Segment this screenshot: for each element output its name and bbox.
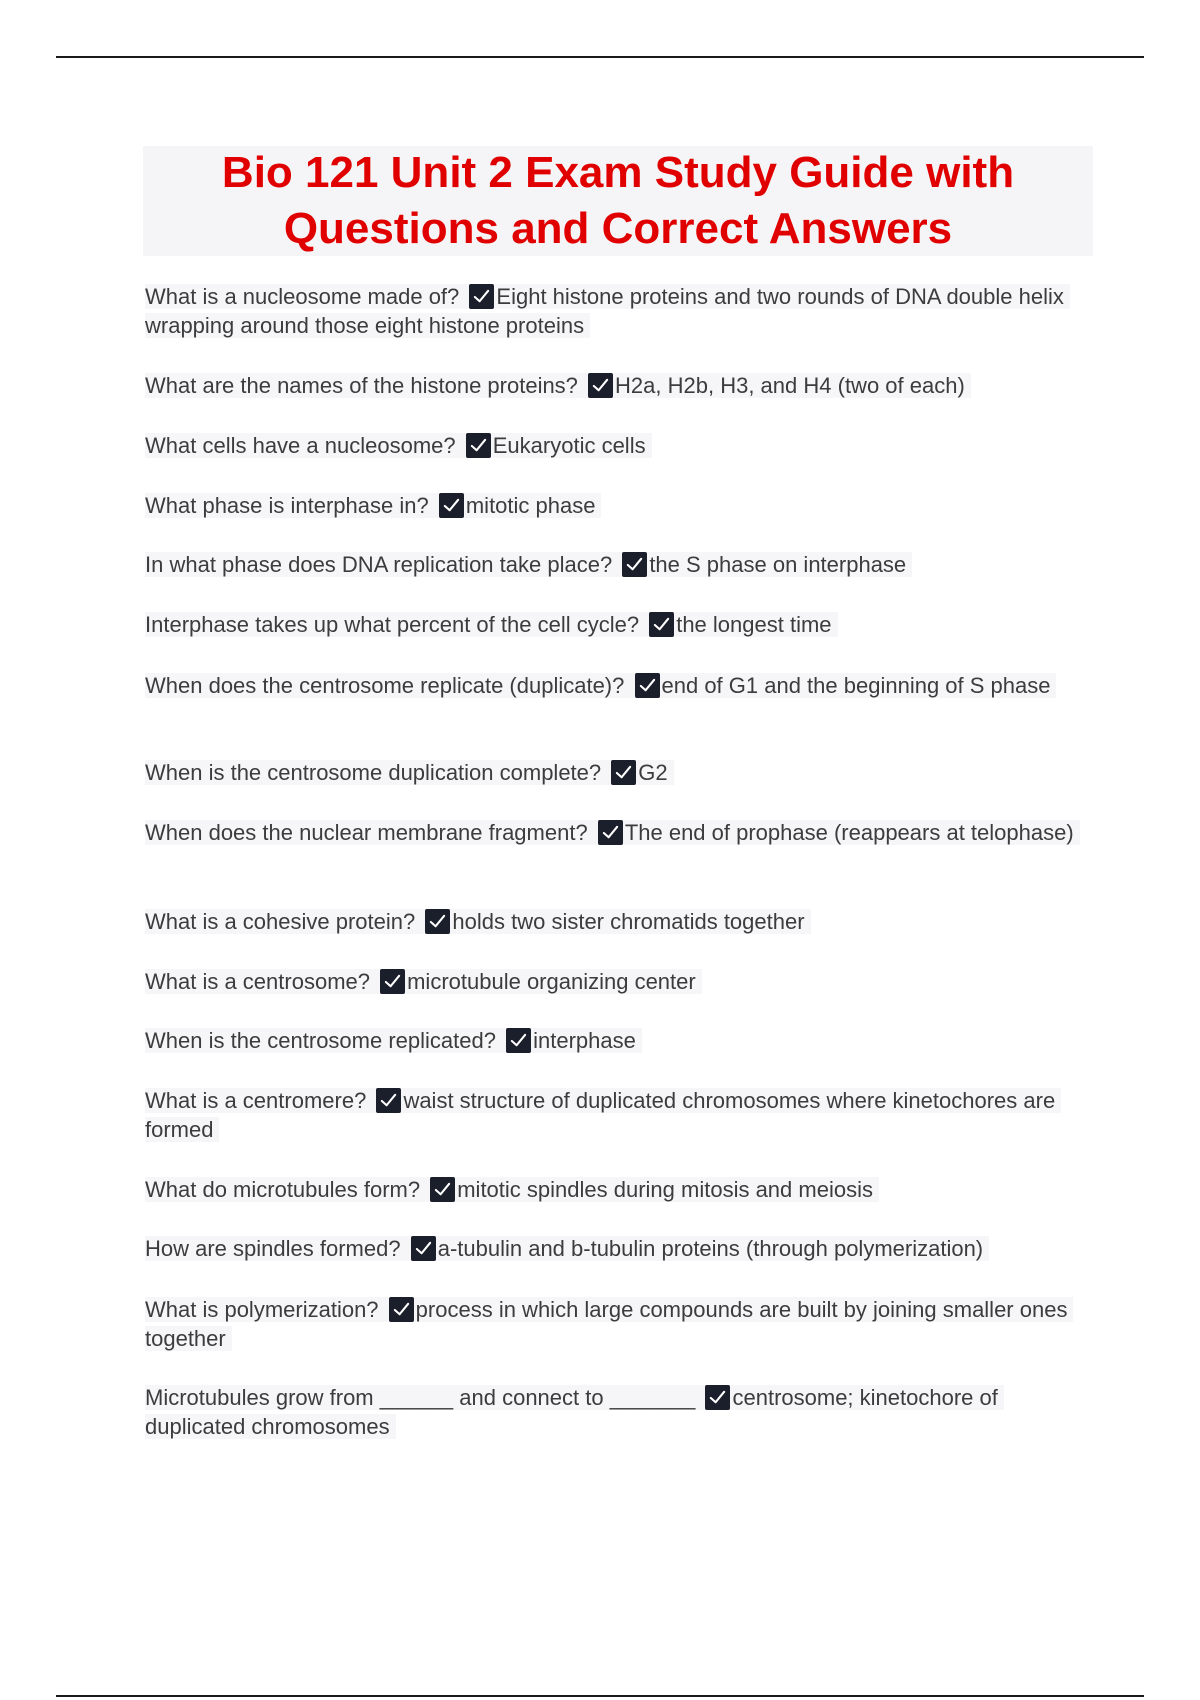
question-text: What is a centrosome? [145, 969, 370, 994]
answer-text: a-tubulin and b-tubulin proteins (through polymerization) [437, 1236, 984, 1261]
answer-text: centrosome; kinetochore of duplicated chromosomes [145, 1385, 998, 1439]
question-text: What is a cohesive protein? [145, 909, 416, 934]
question-text: What are the names of the histone proteins? [145, 373, 578, 398]
question-text: What is polymerization? [145, 1297, 379, 1322]
qa-item [145, 1175, 1085, 1204]
answer-text: the S phase on interphase [649, 552, 907, 577]
top-rule [56, 56, 1144, 58]
qa-item [145, 1026, 1085, 1055]
answer-text: holds two sister chromatids together [452, 909, 805, 934]
qa-item [145, 282, 1085, 340]
checkmark-icon [439, 493, 464, 518]
checkmark-icon [469, 284, 494, 309]
document-title [222, 145, 1014, 257]
checkmark-icon [411, 1236, 436, 1261]
answer-text: waist structure of duplicated chromosomes where kinetochores are formed [145, 1088, 1056, 1142]
checkmark-icon [376, 1088, 401, 1113]
checkmark-icon [649, 612, 674, 637]
qa-item [145, 1295, 1085, 1353]
answer-text: process in which large compounds are built by joining smaller ones together [145, 1297, 1068, 1351]
question-text: Interphase takes up what percent of the cell cycle? [145, 612, 640, 637]
question-text: Microtubules grow from ______ and connect to _______ [145, 1385, 696, 1410]
answer-text: G2 [638, 760, 668, 785]
answer-text: H2a, H2b, H3, and H4 (two of each) [615, 373, 965, 398]
question-text: When is the centrosome duplication complete? [145, 760, 602, 785]
qa-item [145, 431, 1085, 460]
question-text: What cells have a nucleosome? [145, 433, 456, 458]
checkmark-icon [506, 1028, 531, 1053]
question-text: When does the nuclear membrane fragment? [145, 820, 588, 845]
answer-text: The end of prophase (reappears at telophase) [624, 820, 1074, 845]
answer-text: Eukaryotic cells [492, 433, 646, 458]
checkmark-icon [635, 673, 660, 698]
question-text: What is a nucleosome made of? [145, 284, 460, 309]
checkmark-icon [622, 552, 647, 577]
checkmark-icon [466, 433, 491, 458]
checkmark-icon [705, 1385, 730, 1410]
question-text: In what phase does DNA replication take place? [145, 552, 613, 577]
qa-item [145, 818, 1085, 847]
qa-item [145, 907, 1085, 936]
qa-item [145, 371, 1085, 400]
question-text: How are spindles formed? [145, 1236, 401, 1261]
question-text: When does the centrosome replicate (duplicate)? [145, 673, 625, 698]
question-text: What do microtubules form? [145, 1177, 421, 1202]
qa-item [145, 671, 1085, 700]
answer-text: microtubule organizing center [407, 969, 696, 994]
qa-item [145, 1383, 1085, 1441]
checkmark-icon [611, 760, 636, 785]
answer-text: mitotic spindles during mitosis and meiosis [457, 1177, 873, 1202]
bottom-rule [56, 1695, 1144, 1697]
answer-text: Eight histone proteins and two rounds of DNA double helix wrapping around those eight histone proteins [145, 284, 1064, 338]
qa-item [145, 1086, 1085, 1144]
qa-item [145, 1234, 1085, 1263]
answer-text: end of G1 and the beginning of S phase [661, 673, 1051, 698]
question-text: What is a centromere? [145, 1088, 367, 1113]
checkmark-icon [598, 820, 623, 845]
checkmark-icon [380, 969, 405, 994]
qa-item [145, 758, 1085, 787]
answer-text: the longest time [676, 612, 832, 637]
question-text: When is the centrosome replicated? [145, 1028, 496, 1053]
answer-text: mitotic phase [465, 493, 596, 518]
question-text: What phase is interphase in? [145, 493, 429, 518]
checkmark-icon [389, 1297, 414, 1322]
qa-item [145, 967, 1085, 996]
qa-item [145, 491, 1085, 520]
checkmark-icon [430, 1177, 455, 1202]
title-banner [143, 146, 1093, 256]
title-line-2: Questions and Correct Answers [283, 204, 953, 253]
answer-text: interphase [533, 1028, 636, 1053]
qa-item [145, 610, 1085, 639]
title-line-1: Bio 121 Unit 2 Exam Study Guide with [221, 148, 1015, 197]
qa-item [145, 550, 1085, 579]
checkmark-icon [425, 909, 450, 934]
checkmark-icon [588, 373, 613, 398]
